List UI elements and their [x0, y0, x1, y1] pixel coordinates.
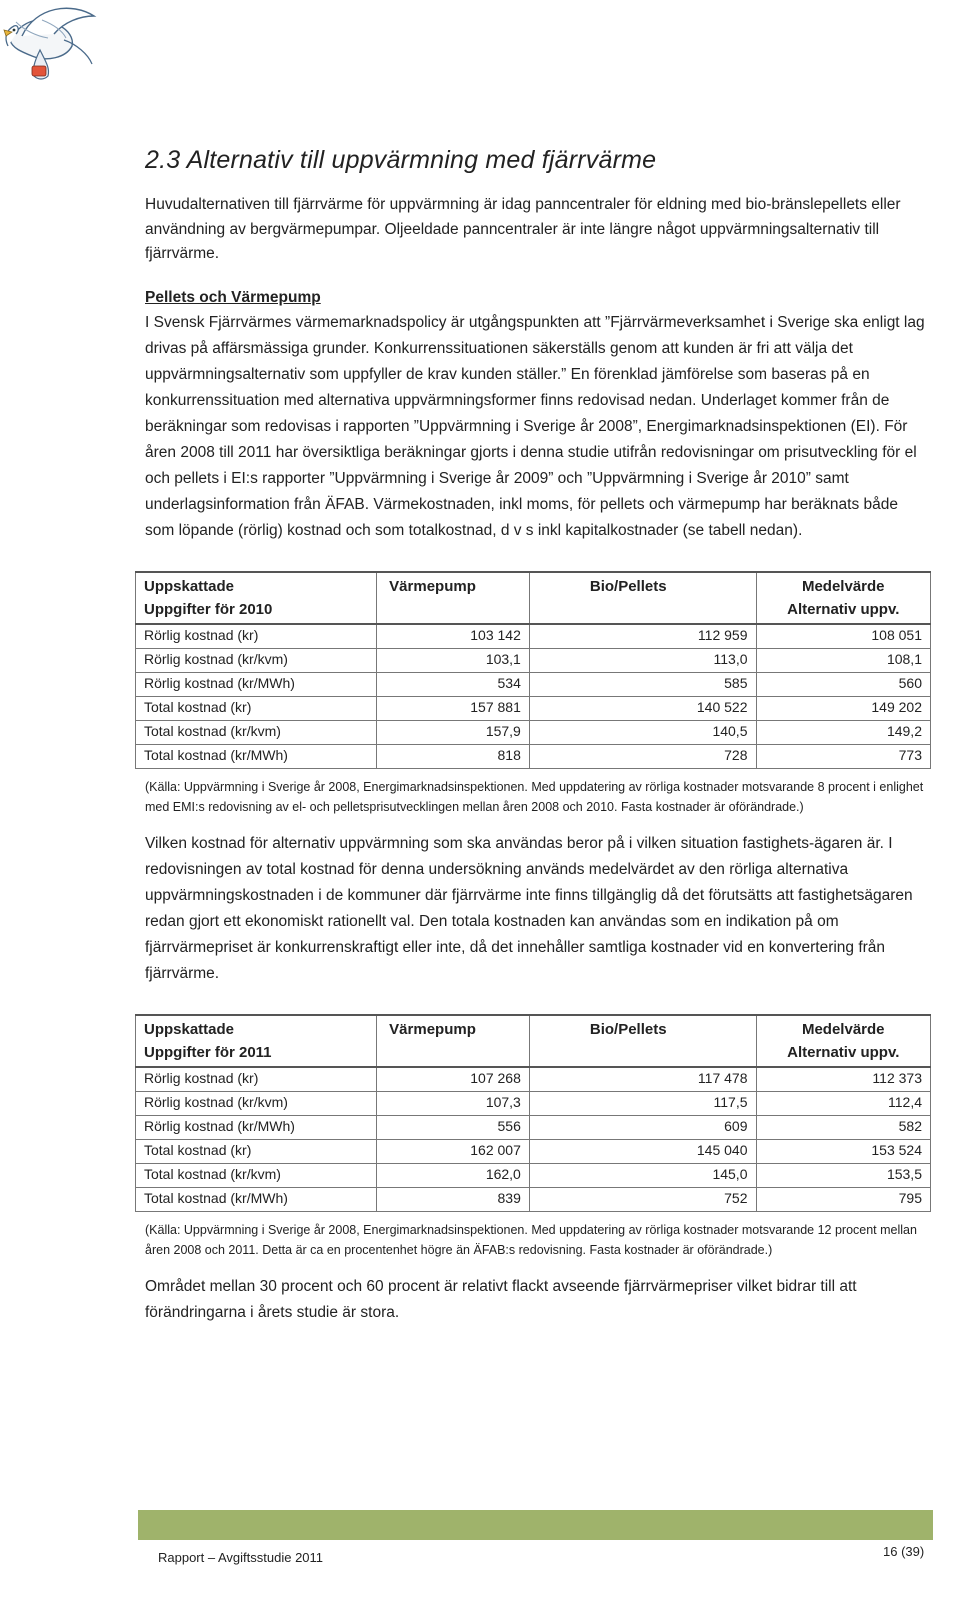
header-cell-average: Medelvärde Alternativ uppv. [756, 1015, 931, 1067]
table-row [136, 1163, 931, 1187]
header-cell-period: Uppskattade Uppgifter för 2011 [136, 1015, 377, 1067]
footer-bar [138, 1510, 933, 1540]
value-average: 795 [756, 1187, 931, 1211]
table-row [136, 624, 931, 649]
table-2011-source-note: (Källa: Uppvärmning i Sverige år 2008, Energimarknadsinspektionen. Med uppdatering av rörliga kostnader motsvarande 12 procent mellan åren 2008 och 2011. Detta är ca en procentenhet högre än ÄFAB:s redovisning. Fasta kostnader är oförändrade.) [145, 1222, 917, 1257]
section-heading: 2.3 Alternativ till uppvärmning med fjärrvärme [145, 146, 657, 174]
value-average: 560 [756, 672, 931, 696]
body-paragraph-1: I Svensk Fjärrvärmes värmemarknadspolicy är utgångspunkten att ”Fjärrvärmeverksamhet i Sverige ska enligt lag drivas på affärsmässiga grunder. Konkurrenssituationen säkerställs genom att kunden är fri att välja det uppvärmningsalternativ som uppfyller de krav kunden ställer.” En förenklad jämförelse som baseras på en konkurrenssituation med alternativa uppvärmningsformer finns redovisad nedan. Underlaget kommer från de beräkningar som redovisas i rapporten ”Uppvärmning i Sverige år 2008”, Energimarknadsinspektionen (EI). För åren 2008 till 2011 har översiktliga beräkningar gjorts i denna studie utifrån redovisningar om prisutveckling för el och pellets i EI:s rapporter ”Uppvärmning i Sverige år 2009” och ”Uppvärmning i Sverige år 2010” samt underlagsinformation från ÄFAB. Värmekostnaden, inkl moms, för pellets och värmepump har beräknats både som löpande (rörlig) kostnad och som totalkostnad, d v s inkl kapitalkostnader (se tabell nedan). [145, 313, 925, 539]
value-heatpump: 839 [377, 1187, 530, 1211]
value-heatpump: 107,3 [377, 1091, 530, 1115]
row-label: Rörlig kostnad (kr) [136, 624, 377, 649]
value-pellets: 585 [529, 672, 756, 696]
row-label: Total kostnad (kr) [136, 696, 377, 720]
table-header-row [136, 1015, 931, 1067]
main-content [145, 146, 925, 1326]
value-heatpump: 162,0 [377, 1163, 530, 1187]
header-cell-heatpump: Värmepump [377, 1015, 530, 1067]
value-pellets: 117 478 [529, 1067, 756, 1092]
value-pellets: 113,0 [529, 648, 756, 672]
value-pellets: 145,0 [529, 1163, 756, 1187]
table-row [136, 744, 931, 768]
value-pellets: 609 [529, 1115, 756, 1139]
header-cell-pellets: Bio/Pellets [529, 572, 756, 624]
value-heatpump: 103,1 [377, 648, 530, 672]
table-row [136, 1067, 931, 1092]
row-label: Total kostnad (kr) [136, 1139, 377, 1163]
footer-report-title: Rapport – Avgiftsstudie 2011 [158, 1550, 324, 1565]
value-average: 149 202 [756, 696, 931, 720]
table-row [136, 1187, 931, 1211]
row-label: Total kostnad (kr/kvm) [136, 720, 377, 744]
table-row [136, 672, 931, 696]
header-cell-heatpump: Värmepump [377, 572, 530, 624]
value-pellets: 728 [529, 744, 756, 768]
table-header-row [136, 572, 931, 624]
row-label: Total kostnad (kr/MWh) [136, 744, 377, 768]
table-row [136, 1115, 931, 1139]
value-average: 582 [756, 1115, 931, 1139]
table-row [136, 1139, 931, 1163]
table-row [136, 648, 931, 672]
value-pellets: 117,5 [529, 1091, 756, 1115]
row-label: Rörlig kostnad (kr/kvm) [136, 648, 377, 672]
value-heatpump: 534 [377, 672, 530, 696]
value-average: 112 373 [756, 1067, 931, 1092]
table-row [136, 720, 931, 744]
cost-table-2011 [135, 1014, 931, 1212]
value-average: 108,1 [756, 648, 931, 672]
value-heatpump: 556 [377, 1115, 530, 1139]
row-label: Rörlig kostnad (kr/kvm) [136, 1091, 377, 1115]
bird-logo-icon [2, 0, 106, 92]
intro-paragraph: Huvudalternativen till fjärrvärme för uppvärmning är idag panncentraler för eldning med bio-bränslepellets eller användning av bergvärmepumpar. Oljeeldade panncentraler är inte längre något uppvärmningsalternativ till fjärrvärme. [145, 196, 901, 262]
header-cell-average: Medelvärde Alternativ uppv. [756, 572, 931, 624]
value-heatpump: 157,9 [377, 720, 530, 744]
value-pellets: 140 522 [529, 696, 756, 720]
value-pellets: 752 [529, 1187, 756, 1211]
row-label: Total kostnad (kr/kvm) [136, 1163, 377, 1187]
value-average: 153 524 [756, 1139, 931, 1163]
header-cell-period: Uppskattade Uppgifter för 2010 [136, 572, 377, 624]
value-pellets: 140,5 [529, 720, 756, 744]
value-average: 108 051 [756, 624, 931, 649]
row-label: Total kostnad (kr/MWh) [136, 1187, 377, 1211]
value-average: 112,4 [756, 1091, 931, 1115]
value-heatpump: 157 881 [377, 696, 530, 720]
header-cell-pellets: Bio/Pellets [529, 1015, 756, 1067]
value-pellets: 112 959 [529, 624, 756, 649]
value-average: 153,5 [756, 1163, 931, 1187]
value-heatpump: 103 142 [377, 624, 530, 649]
table-2010-source-note: (Källa: Uppvärmning i Sverige år 2008, Energimarknadsinspektionen. Med uppdatering av rörliga kostnader motsvarande 8 procent i enlighet med EMI:s redovisning av el- och pelletsprisutvecklingen mellan åren 2008 och 2010. Fasta kostnader är oförändrade.) [145, 779, 924, 814]
row-label: Rörlig kostnad (kr) [136, 1067, 377, 1092]
value-heatpump: 107 268 [377, 1067, 530, 1092]
cost-table-2010 [135, 571, 931, 769]
footer-page-number: 16 (39) [883, 1544, 925, 1559]
row-label: Rörlig kostnad (kr/MWh) [136, 672, 377, 696]
table-row [136, 696, 931, 720]
subheading: Pellets och Värmepump [145, 288, 321, 306]
value-average: 773 [756, 744, 931, 768]
value-heatpump: 162 007 [377, 1139, 530, 1163]
value-heatpump: 818 [377, 744, 530, 768]
value-pellets: 145 040 [529, 1139, 756, 1163]
value-average: 149,2 [756, 720, 931, 744]
table-row [136, 1091, 931, 1115]
body-paragraph-3: Området mellan 30 procent och 60 procent är relativt flackt avseende fjärrvärmepriser vilket bidrar till att förändringarna i årets studie är stora. [145, 1277, 857, 1321]
row-label: Rörlig kostnad (kr/MWh) [136, 1115, 377, 1139]
body-paragraph-2: Vilken kostnad för alternativ uppvärmning som ska användas beror på i vilken situation fastighets-ägaren är. I redovisningen av total kostnad för denna undersökning används medelvärdet av den rörliga alternativa uppvärmningskostnaden i de kommuner där fjärrvärme inte finns tillgänglig då det förutsätts att fastighetsägaren redan gjort ett ekonomiskt rationellt val. Den totala kostnaden kan användas som en indikation på om fjärrvärmepriset är konkurrenskraftigt eller inte, då det innehåller samtliga kostnader vid en konvertering från fjärrvärme. [145, 834, 913, 982]
